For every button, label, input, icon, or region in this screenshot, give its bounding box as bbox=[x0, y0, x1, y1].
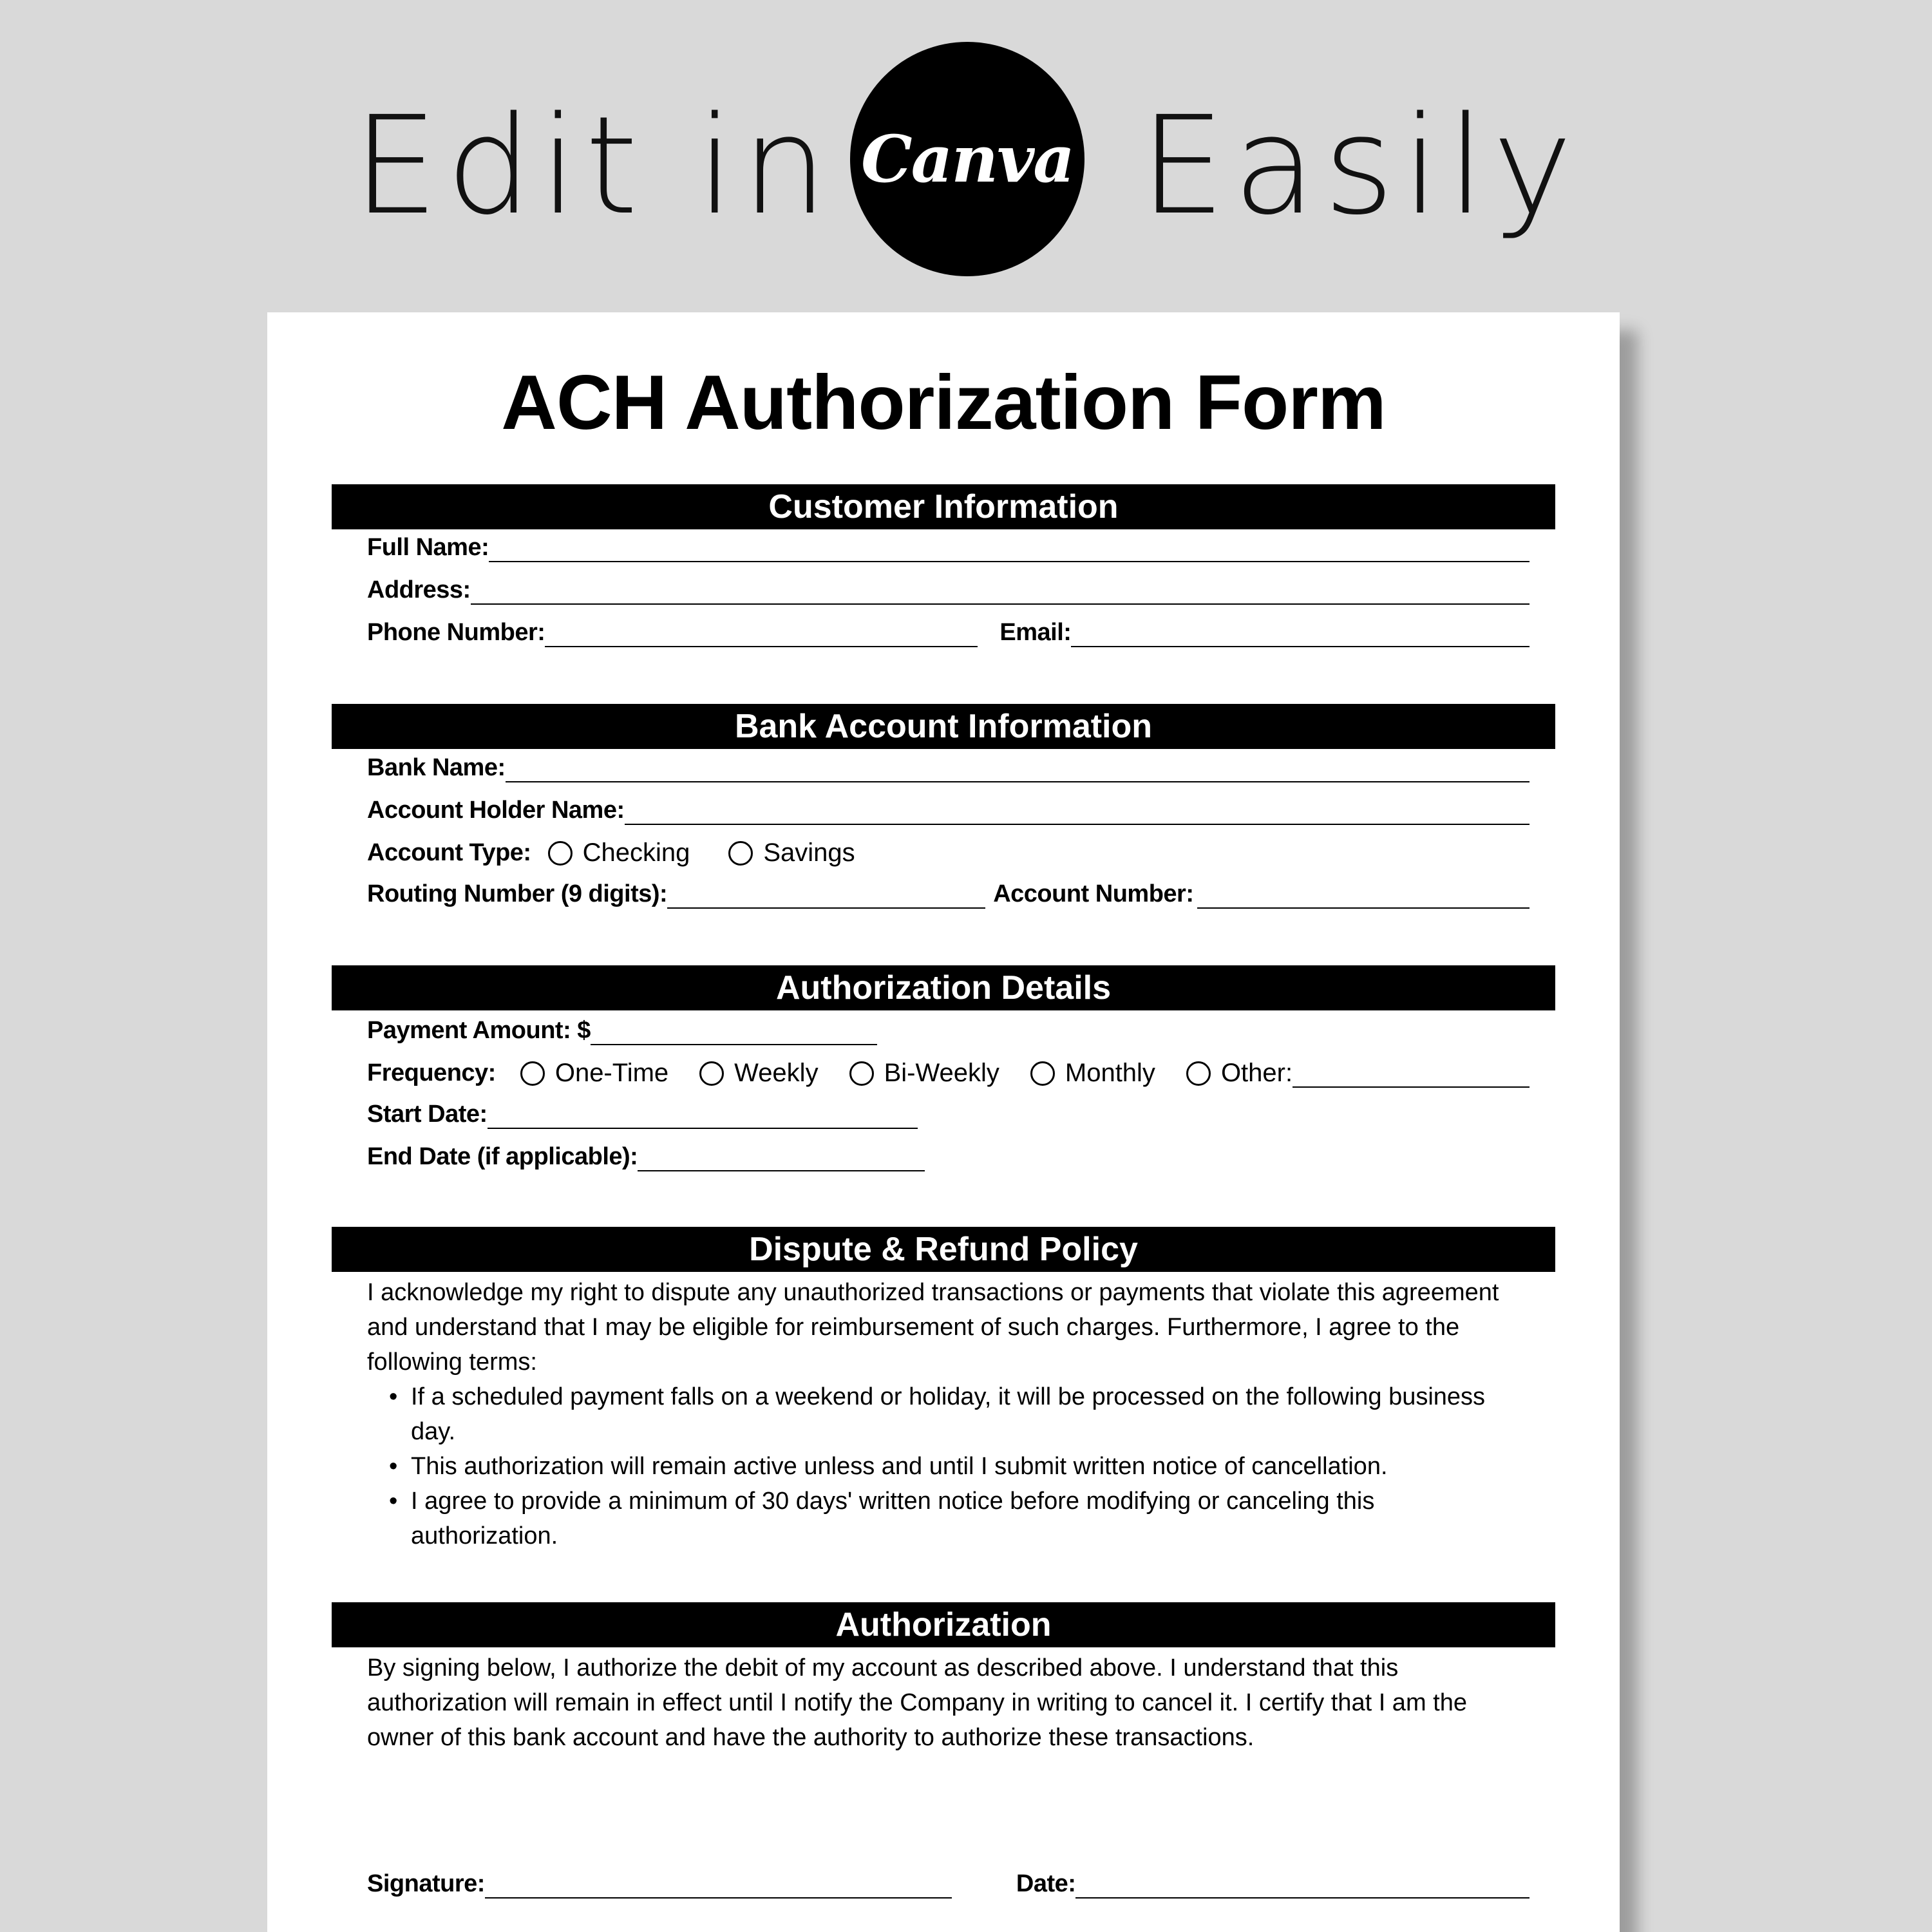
payment-amount-label: Payment Amount: $ bbox=[367, 1017, 591, 1044]
other-radio[interactable] bbox=[1186, 1061, 1211, 1086]
signature-date-row bbox=[367, 1855, 1530, 1899]
frequency-row bbox=[367, 1044, 1530, 1088]
monthly-radio[interactable] bbox=[1030, 1061, 1055, 1086]
account-holder-field[interactable] bbox=[625, 794, 1530, 825]
dispute-term-item: • If a scheduled payment falls on a weekend or holiday, it will be processed on the following business day. bbox=[367, 1379, 1520, 1449]
start-date-field[interactable] bbox=[488, 1098, 918, 1129]
other-frequency-field[interactable] bbox=[1293, 1057, 1530, 1088]
signature-field[interactable] bbox=[485, 1868, 952, 1899]
weekly-radio[interactable] bbox=[699, 1061, 724, 1086]
full-name-label: Full Name: bbox=[367, 534, 489, 561]
payment-amount-field[interactable] bbox=[591, 1014, 877, 1045]
account-type-checking-option[interactable] bbox=[548, 838, 690, 867]
address-label: Address: bbox=[367, 576, 471, 603]
end-date-row bbox=[367, 1128, 1530, 1171]
dispute-intro: I acknowledge my right to dispute any unauthorized transactions or payments that violate this agreement and understand that I may be eligible for reimbursement of such charges. Furthermore, I agree to the following terms: bbox=[367, 1279, 1499, 1376]
account-type-row bbox=[367, 824, 1530, 867]
account-holder-row bbox=[367, 781, 1530, 825]
dispute-term-item: • I agree to provide a minimum of 30 days' written notice before modifying or canceling this authorization. bbox=[367, 1484, 1520, 1553]
end-date-field[interactable] bbox=[638, 1141, 925, 1171]
dispute-terms-list bbox=[367, 1379, 1520, 1553]
frequency-monthly-option[interactable] bbox=[1030, 1058, 1155, 1088]
authorization-text: By signing below, I authorize the debit of my account as described above. I understand that this authorization will remain in effect until I notify the Company in writing to cancel it. I certify that I am the owner of this bank account and have the authority to authorize these transactions. bbox=[367, 1654, 1467, 1751]
end-date-label: End Date (if applicable): bbox=[367, 1143, 638, 1170]
bank-name-row bbox=[367, 739, 1530, 782]
address-row bbox=[367, 561, 1530, 605]
account-holder-label: Account Holder Name: bbox=[367, 797, 625, 824]
section-heading-details: Authorization Details bbox=[332, 965, 1555, 1010]
monthly-label: Monthly bbox=[1065, 1059, 1155, 1087]
frequency-bi-weekly-option[interactable] bbox=[849, 1058, 999, 1088]
full-name-row bbox=[367, 518, 1530, 562]
full-name-field[interactable] bbox=[489, 531, 1530, 562]
bi-weekly-label: Bi-Weekly bbox=[884, 1059, 999, 1087]
canva-logo bbox=[850, 42, 1084, 276]
form-title: ACH Authorization Form bbox=[501, 359, 1386, 446]
start-date-row bbox=[367, 1085, 1530, 1129]
weekly-label: Weekly bbox=[734, 1059, 819, 1087]
email-label: Email: bbox=[999, 619, 1072, 646]
signature-label: Signature: bbox=[367, 1870, 485, 1897]
canva-logo-text: Canva bbox=[861, 121, 1074, 197]
routing-number-label: Routing Number (9 digits): bbox=[367, 880, 668, 907]
account-type-label: Account Type: bbox=[367, 839, 531, 866]
phone-field[interactable] bbox=[545, 616, 978, 647]
bank-name-label: Bank Name: bbox=[367, 754, 506, 781]
start-date-label: Start Date: bbox=[367, 1101, 488, 1128]
payment-amount-row bbox=[367, 1001, 1530, 1045]
dispute-policy-text bbox=[367, 1275, 1520, 1553]
frequency-weekly-option[interactable] bbox=[699, 1058, 818, 1088]
savings-radio[interactable] bbox=[728, 841, 753, 866]
frequency-other-option[interactable] bbox=[1186, 1058, 1293, 1088]
phone-label: Phone Number: bbox=[367, 619, 545, 646]
date-field[interactable] bbox=[1075, 1868, 1530, 1899]
email-field[interactable] bbox=[1071, 616, 1530, 647]
account-type-savings-option[interactable] bbox=[728, 838, 855, 867]
checking-radio[interactable] bbox=[548, 841, 573, 866]
dispute-term-item: • This authorization will remain active unless and until I submit written notice of cancellation. bbox=[367, 1449, 1520, 1484]
account-number-label: Account Number: bbox=[993, 880, 1194, 907]
frequency-one-time-option[interactable] bbox=[520, 1058, 668, 1088]
section-heading-customer: Customer Information bbox=[332, 484, 1555, 529]
section-heading-authorization: Authorization bbox=[332, 1602, 1555, 1647]
date-label: Date: bbox=[1016, 1870, 1076, 1897]
bank-name-field[interactable] bbox=[506, 752, 1530, 782]
form-sheet bbox=[267, 312, 1620, 1932]
account-number-field[interactable] bbox=[1197, 878, 1530, 909]
section-heading-dispute: Dispute & Refund Policy bbox=[332, 1227, 1555, 1272]
phone-email-row bbox=[367, 603, 1530, 647]
address-field[interactable] bbox=[471, 574, 1530, 605]
checking-label: Checking bbox=[582, 838, 690, 867]
savings-label: Savings bbox=[763, 838, 855, 867]
routing-account-row bbox=[367, 865, 1530, 909]
one-time-label: One-Time bbox=[554, 1059, 669, 1087]
section-heading-bank: Bank Account Information bbox=[332, 704, 1555, 749]
bi-weekly-radio[interactable] bbox=[849, 1061, 874, 1086]
banner-right-text: Easily bbox=[1140, 87, 1580, 245]
one-time-radio[interactable] bbox=[520, 1061, 545, 1086]
routing-number-field[interactable] bbox=[667, 878, 985, 909]
frequency-label: Frequency: bbox=[367, 1059, 496, 1086]
other-label: Other: bbox=[1220, 1059, 1293, 1087]
banner-left-text: Edit in bbox=[353, 87, 835, 245]
